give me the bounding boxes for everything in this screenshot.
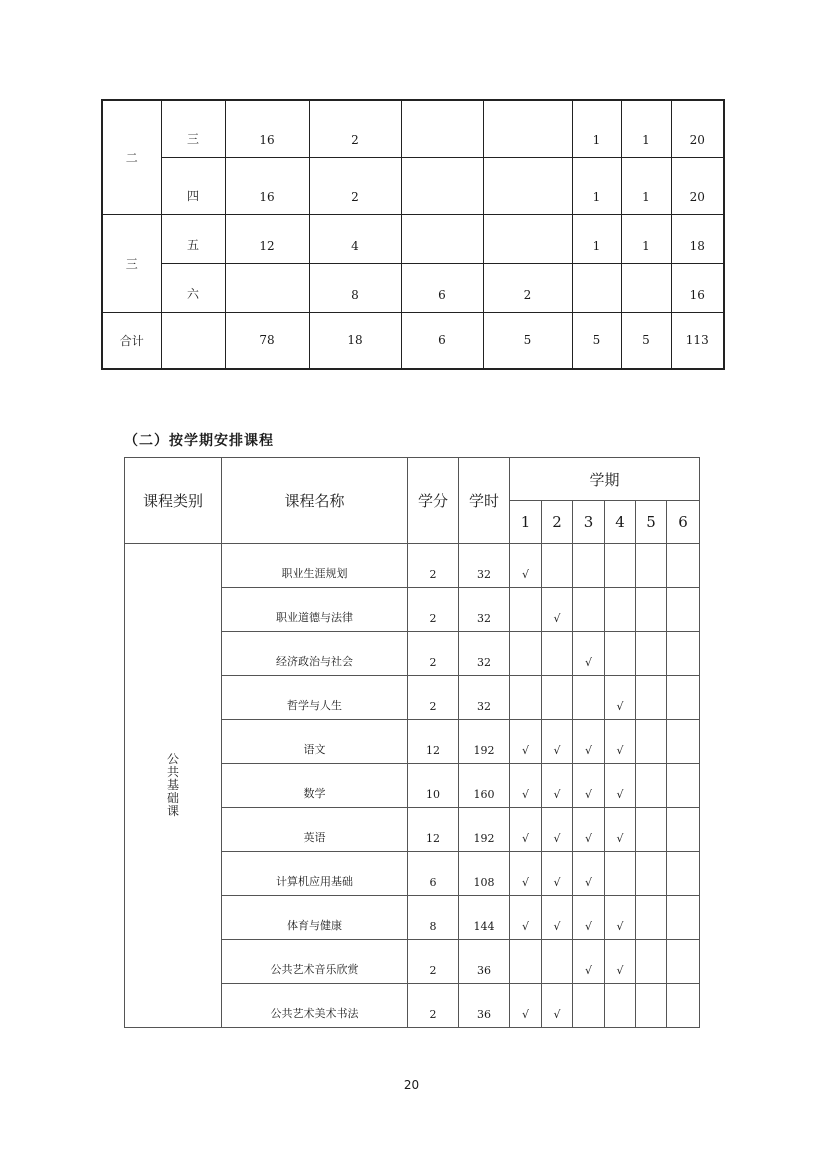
value-cell: 5: [483, 312, 572, 369]
value-cell: 5: [621, 312, 671, 369]
header-row: [125, 458, 700, 501]
value-cell: [401, 100, 483, 157]
hours-cell: 108: [459, 852, 510, 896]
value-cell: 1: [621, 157, 671, 214]
value-cell: 1: [621, 214, 671, 263]
semester-check-cell: [636, 940, 667, 984]
semester-check-cell: [605, 632, 636, 676]
semester-check-cell: √: [573, 808, 605, 852]
course-schedule-table: [124, 457, 700, 1028]
total-cell: 16: [671, 263, 724, 312]
semester-check-cell: [636, 808, 667, 852]
semester-check-cell: √: [573, 896, 605, 940]
semester-check-cell: [605, 984, 636, 1028]
hours-header: 学时: [459, 458, 510, 544]
semester-check-cell: √: [510, 544, 542, 588]
semester-check-cell: √: [605, 940, 636, 984]
course-list: [125, 544, 700, 1028]
semester-check-cell: [573, 544, 605, 588]
semester-check-cell: √: [542, 984, 573, 1028]
value-cell: 1: [572, 100, 621, 157]
semester-check-cell: √: [542, 588, 573, 632]
value-cell: 12: [225, 214, 309, 263]
credits-cell: 8: [408, 896, 459, 940]
hours-cell: 32: [459, 544, 510, 588]
semester-number: 4: [605, 501, 636, 544]
semester-check-cell: [636, 632, 667, 676]
value-cell: 1: [572, 157, 621, 214]
semester-check-cell: √: [510, 896, 542, 940]
course-name-header: 课程名称: [222, 458, 408, 544]
hours-cell: 192: [459, 720, 510, 764]
course-name-cell: 哲学与人生: [222, 676, 408, 720]
semester-check-cell: √: [573, 720, 605, 764]
total-cell: 113: [671, 312, 724, 369]
credits-cell: 2: [408, 984, 459, 1028]
total-cell: 18: [671, 214, 724, 263]
value-cell: [572, 263, 621, 312]
course-name-cell: 数学: [222, 764, 408, 808]
course-name-cell: 职业生涯规划: [222, 544, 408, 588]
semester-check-cell: √: [605, 676, 636, 720]
section-heading: （二）按学期安排课程: [124, 433, 274, 449]
semester-check-cell: √: [510, 720, 542, 764]
semester-check-cell: √: [573, 940, 605, 984]
week-allocation-table: [101, 99, 725, 370]
category-cell: [125, 544, 222, 1028]
semester-cell: 四: [161, 157, 225, 214]
semester-check-cell: √: [542, 720, 573, 764]
value-cell: [483, 157, 572, 214]
hours-cell: 192: [459, 808, 510, 852]
course-name-cell: 公共艺术音乐欣赏: [222, 940, 408, 984]
semester-check-cell: [542, 940, 573, 984]
semester-check-cell: [636, 544, 667, 588]
course-name-cell: 职业道德与法律: [222, 588, 408, 632]
semester-number: 3: [573, 501, 605, 544]
value-cell: 78: [225, 312, 309, 369]
semester-check-cell: [636, 896, 667, 940]
credits-cell: 2: [408, 676, 459, 720]
total-row: [102, 312, 724, 369]
semester-check-cell: [542, 676, 573, 720]
semester-check-cell: √: [510, 764, 542, 808]
value-cell: 4: [309, 214, 401, 263]
table-row: [125, 544, 700, 588]
semester-check-cell: [636, 676, 667, 720]
semester-check-cell: √: [510, 852, 542, 896]
semester-cell: [161, 312, 225, 369]
course-name-cell: 公共艺术美术书法: [222, 984, 408, 1028]
course-name-cell: 体育与健康: [222, 896, 408, 940]
semester-number: 2: [542, 501, 573, 544]
credits-header: 学分: [408, 458, 459, 544]
semester-number: 6: [667, 501, 700, 544]
semester-check-cell: [667, 896, 700, 940]
semester-check-cell: [573, 984, 605, 1028]
credits-cell: 2: [408, 632, 459, 676]
course-name-cell: 英语: [222, 808, 408, 852]
value-cell: [621, 263, 671, 312]
semester-check-cell: [510, 676, 542, 720]
semester-check-cell: √: [542, 896, 573, 940]
semester-check-cell: [636, 720, 667, 764]
semester-check-cell: √: [605, 896, 636, 940]
semester-check-cell: [510, 940, 542, 984]
total-label: 合计: [102, 312, 161, 369]
semester-check-cell: [542, 632, 573, 676]
table-row: [102, 100, 724, 157]
value-cell: 16: [225, 157, 309, 214]
semester-check-cell: [667, 984, 700, 1028]
semester-check-cell: [542, 544, 573, 588]
semester-check-cell: [667, 720, 700, 764]
semester-check-cell: [667, 852, 700, 896]
value-cell: 18: [309, 312, 401, 369]
value-cell: 2: [309, 157, 401, 214]
semester-check-cell: √: [605, 720, 636, 764]
course-name-cell: 经济政治与社会: [222, 632, 408, 676]
value-cell: [401, 157, 483, 214]
value-cell: 2: [309, 100, 401, 157]
credits-cell: 2: [408, 588, 459, 632]
semester-check-cell: √: [573, 852, 605, 896]
hours-cell: 36: [459, 940, 510, 984]
semester-check-cell: [636, 984, 667, 1028]
semester-cell: 六: [161, 263, 225, 312]
semester-check-cell: [510, 588, 542, 632]
value-cell: 8: [309, 263, 401, 312]
semester-check-cell: [605, 852, 636, 896]
semester-cell: 三: [161, 100, 225, 157]
semester-check-cell: [573, 676, 605, 720]
course-name-cell: 计算机应用基础: [222, 852, 408, 896]
value-cell: [225, 263, 309, 312]
hours-cell: 160: [459, 764, 510, 808]
semester-check-cell: [667, 808, 700, 852]
semester-check-cell: √: [573, 632, 605, 676]
semester-number: 5: [636, 501, 667, 544]
semester-check-cell: [667, 676, 700, 720]
semester-check-cell: [636, 852, 667, 896]
hours-cell: 144: [459, 896, 510, 940]
semester-check-cell: [510, 632, 542, 676]
value-cell: 5: [572, 312, 621, 369]
category-header: 课程类别: [125, 458, 222, 544]
semester-check-cell: [667, 940, 700, 984]
total-cell: 20: [671, 100, 724, 157]
credits-cell: 6: [408, 852, 459, 896]
page-number: 20: [403, 1078, 420, 1092]
semester-check-cell: √: [542, 852, 573, 896]
semester-check-cell: √: [573, 764, 605, 808]
category-label: 公共基础课: [166, 752, 179, 818]
credits-cell: 12: [408, 808, 459, 852]
credits-cell: 2: [408, 940, 459, 984]
value-cell: [483, 100, 572, 157]
semester-check-cell: [667, 764, 700, 808]
semester-number: 1: [510, 501, 542, 544]
semester-check-cell: [636, 588, 667, 632]
semester-check-cell: [667, 588, 700, 632]
semester-check-cell: √: [605, 764, 636, 808]
semester-check-cell: [667, 544, 700, 588]
semester-check-cell: [605, 588, 636, 632]
year-cell: 二: [102, 100, 161, 214]
semester-check-cell: [605, 544, 636, 588]
value-cell: [401, 214, 483, 263]
year-cell: 三: [102, 214, 161, 312]
semester-header: 学期: [510, 458, 700, 501]
table-row: [102, 214, 724, 263]
semester-check-cell: √: [542, 808, 573, 852]
value-cell: 16: [225, 100, 309, 157]
value-cell: 6: [401, 263, 483, 312]
semester-check-cell: √: [510, 984, 542, 1028]
value-cell: 1: [621, 100, 671, 157]
total-cell: 20: [671, 157, 724, 214]
semester-cell: 五: [161, 214, 225, 263]
semester-check-cell: [573, 588, 605, 632]
semester-check-cell: √: [542, 764, 573, 808]
value-cell: 2: [483, 263, 572, 312]
value-cell: 1: [572, 214, 621, 263]
semester-check-cell: √: [510, 808, 542, 852]
semester-check-cell: [667, 632, 700, 676]
value-cell: [483, 214, 572, 263]
hours-cell: 32: [459, 676, 510, 720]
table-row: [102, 157, 724, 214]
hours-cell: 32: [459, 588, 510, 632]
value-cell: 6: [401, 312, 483, 369]
hours-cell: 32: [459, 632, 510, 676]
semester-check-cell: √: [605, 808, 636, 852]
course-name-cell: 语文: [222, 720, 408, 764]
hours-cell: 36: [459, 984, 510, 1028]
semester-check-cell: [636, 764, 667, 808]
credits-cell: 10: [408, 764, 459, 808]
credits-cell: 2: [408, 544, 459, 588]
credits-cell: 12: [408, 720, 459, 764]
table-row: [102, 263, 724, 312]
